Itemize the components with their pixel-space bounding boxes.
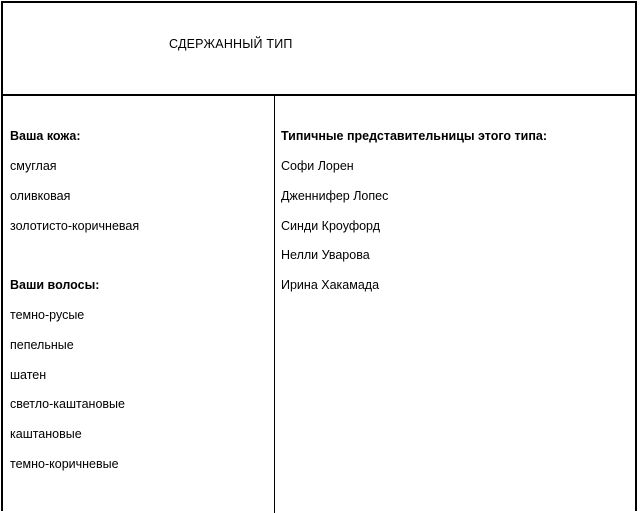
hair-item: каштановые	[10, 427, 82, 441]
page-title: СДЕРЖАННЫЙ ТИП	[169, 37, 293, 51]
skin-item: оливковая	[10, 189, 71, 203]
hair-item: светло-каштановые	[10, 397, 125, 411]
representative-item: Дженнифер Лопес	[281, 189, 389, 203]
type-table	[1, 1, 637, 511]
hair-item: темно-русые	[10, 308, 85, 322]
representatives-heading: Типичные представительницы этого типа:	[281, 129, 548, 143]
skin-item: смуглая	[10, 159, 57, 173]
representative-item: Нелли Уварова	[281, 248, 370, 262]
representative-item: Софи Лорен	[281, 159, 354, 173]
table-header-cell	[3, 3, 635, 96]
skin-item: золотисто-коричневая	[10, 219, 140, 233]
left-column-cell	[3, 96, 275, 513]
representative-item: Синди Кроуфорд	[281, 219, 381, 233]
hair-item: темно-коричневые	[10, 457, 119, 471]
skin-heading: Ваша кожа:	[10, 129, 81, 143]
hair-item: пепельные	[10, 338, 74, 352]
hair-item: шатен	[10, 368, 47, 382]
hair-heading: Ваши волосы:	[10, 278, 100, 292]
right-column-cell	[275, 96, 635, 513]
representative-item: Ирина Хакамада	[281, 278, 380, 292]
